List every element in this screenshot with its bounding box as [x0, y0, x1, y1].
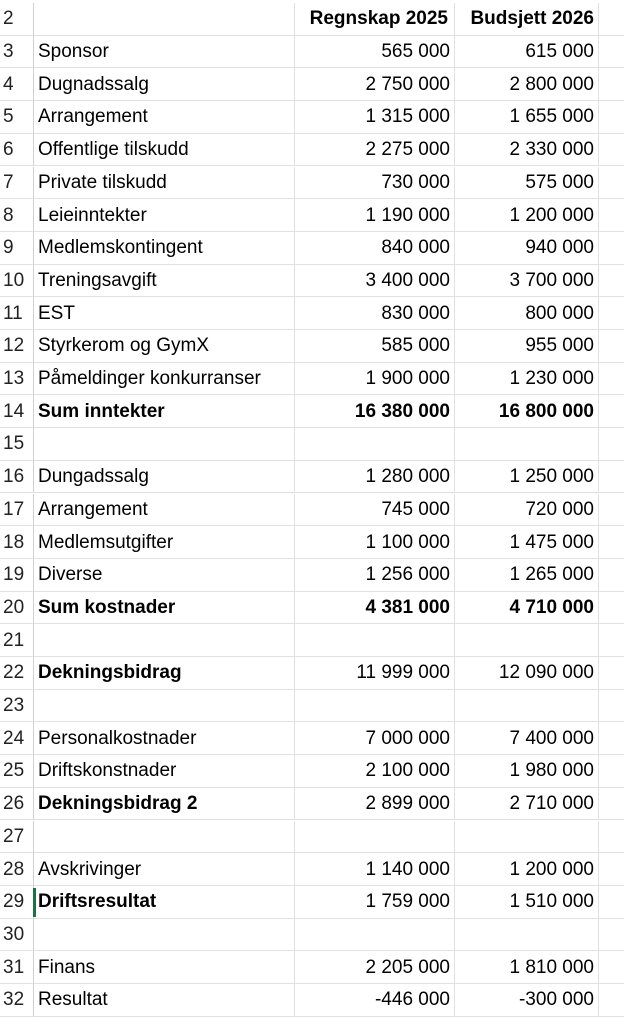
regnskap-cell[interactable] — [295, 624, 455, 657]
budsjett-cell[interactable]: 3 700 000 — [455, 265, 599, 298]
table-row — [0, 461, 624, 494]
label-cell[interactable]: Styrkerom og GymX — [34, 330, 295, 363]
label-cell[interactable]: Private tilskudd — [34, 167, 295, 200]
label-cell[interactable]: Leieinntekter — [34, 199, 295, 232]
row-number[interactable]: 20 — [0, 592, 34, 625]
budsjett-cell[interactable]: 2 710 000 — [455, 788, 599, 821]
budsjett-cell[interactable]: 575 000 — [455, 167, 599, 200]
row-number[interactable]: 5 — [0, 101, 34, 134]
budsjett-cell[interactable] — [455, 428, 599, 461]
regnskap-cell[interactable]: 2 100 000 — [295, 755, 455, 788]
label-cell[interactable]: Arrangement — [34, 101, 295, 134]
table-row — [0, 559, 624, 592]
regnskap-cell[interactable]: 4 381 000 — [295, 592, 455, 625]
budsjett-cell[interactable]: 1 510 000 — [455, 886, 599, 919]
regnskap-cell[interactable]: 11 999 000 — [295, 657, 455, 690]
empty-cell[interactable] — [599, 167, 624, 200]
label-cell[interactable]: Arrangement — [34, 494, 295, 527]
regnskap-cell[interactable] — [295, 821, 455, 854]
table-row — [0, 526, 624, 559]
row-number[interactable]: 18 — [0, 526, 34, 559]
row-number[interactable]: 8 — [0, 199, 34, 232]
label-cell[interactable]: Personalkostnader — [34, 722, 295, 755]
table-row — [0, 428, 624, 461]
budsjett-cell[interactable]: 7 400 000 — [455, 722, 599, 755]
regnskap-cell[interactable]: 745 000 — [295, 494, 455, 527]
empty-cell[interactable] — [599, 657, 624, 690]
row-number[interactable]: 6 — [0, 134, 34, 167]
table-row — [0, 330, 624, 363]
table-row — [0, 690, 624, 723]
budsjett-cell[interactable] — [455, 690, 599, 723]
regnskap-cell[interactable]: 1 759 000 — [295, 886, 455, 919]
regnskap-cell[interactable]: 16 380 000 — [295, 395, 455, 428]
empty-cell[interactable] — [599, 3, 624, 36]
empty-cell[interactable] — [599, 755, 624, 788]
row-number[interactable]: 28 — [0, 853, 34, 886]
budsjett-cell[interactable]: 1 200 000 — [455, 199, 599, 232]
budsjett-cell[interactable]: 615 000 — [455, 36, 599, 69]
budsjett-cell[interactable] — [455, 624, 599, 657]
regnskap-cell[interactable]: 2 275 000 — [295, 134, 455, 167]
header-label-cell[interactable] — [34, 3, 295, 36]
row-number[interactable]: 22 — [0, 657, 34, 690]
table-row — [0, 951, 624, 984]
label-cell[interactable]: Sum inntekter — [34, 395, 295, 428]
empty-cell[interactable] — [599, 461, 624, 494]
label-cell[interactable]: Dugnadssalg — [34, 68, 295, 101]
label-cell[interactable]: Medlemskontingent — [34, 232, 295, 265]
regnskap-cell[interactable]: -446 000 — [295, 984, 455, 1017]
label-cell[interactable]: Diverse — [34, 559, 295, 592]
label-cell[interactable] — [34, 821, 295, 854]
row-number[interactable]: 2 — [0, 3, 34, 36]
budsjett-cell[interactable]: 800 000 — [455, 297, 599, 330]
budsjett-cell[interactable]: 16 800 000 — [455, 395, 599, 428]
regnskap-cell[interactable]: 2 899 000 — [295, 788, 455, 821]
budsjett-cell[interactable]: 1 200 000 — [455, 853, 599, 886]
empty-cell[interactable] — [599, 624, 624, 657]
label-cell[interactable] — [34, 919, 295, 952]
empty-cell[interactable] — [599, 36, 624, 69]
row-number[interactable]: 29 — [0, 886, 34, 919]
empty-cell[interactable] — [599, 232, 624, 265]
table-row — [0, 36, 624, 69]
budsjett-cell[interactable]: 12 090 000 — [455, 657, 599, 690]
table-row — [0, 886, 624, 919]
label-cell[interactable] — [34, 690, 295, 723]
empty-cell[interactable] — [599, 853, 624, 886]
regnskap-cell[interactable]: 730 000 — [295, 167, 455, 200]
header-regnskap-cell[interactable]: Regnskap 2025 — [295, 3, 455, 36]
label-cell[interactable]: Sum kostnader — [34, 592, 295, 625]
row-number[interactable]: 24 — [0, 722, 34, 755]
table-row — [0, 592, 624, 625]
row-number[interactable]: 12 — [0, 330, 34, 363]
row-number[interactable]: 26 — [0, 788, 34, 821]
regnskap-cell[interactable]: 840 000 — [295, 232, 455, 265]
table-row — [0, 167, 624, 200]
row-number[interactable]: 27 — [0, 821, 34, 854]
label-cell[interactable]: Avskrivinger — [34, 853, 295, 886]
empty-cell[interactable] — [599, 395, 624, 428]
row-number[interactable]: 4 — [0, 68, 34, 101]
regnskap-cell[interactable]: 1 315 000 — [295, 101, 455, 134]
row-number[interactable]: 11 — [0, 297, 34, 330]
empty-cell[interactable] — [599, 134, 624, 167]
table-row — [0, 919, 624, 952]
label-cell[interactable]: Dekningsbidrag 2 — [34, 788, 295, 821]
row-number[interactable]: 3 — [0, 36, 34, 69]
regnskap-cell[interactable]: 7 000 000 — [295, 722, 455, 755]
empty-cell[interactable] — [599, 494, 624, 527]
table-row — [0, 68, 624, 101]
label-cell[interactable]: EST — [34, 297, 295, 330]
budsjett-cell[interactable]: 940 000 — [455, 232, 599, 265]
label-cell[interactable]: Offentlige tilskudd — [34, 134, 295, 167]
table-row — [0, 853, 624, 886]
regnskap-cell[interactable]: 585 000 — [295, 330, 455, 363]
row-number[interactable]: 7 — [0, 167, 34, 200]
regnskap-cell[interactable]: 2 205 000 — [295, 951, 455, 984]
empty-cell[interactable] — [599, 363, 624, 396]
label-cell[interactable]: Påmeldinger konkurranser — [34, 363, 295, 396]
row-number[interactable]: 19 — [0, 559, 34, 592]
empty-cell[interactable] — [599, 919, 624, 952]
empty-cell[interactable] — [599, 690, 624, 723]
row-number[interactable]: 15 — [0, 428, 34, 461]
budsjett-cell[interactable]: 1 655 000 — [455, 101, 599, 134]
empty-cell[interactable] — [599, 101, 624, 134]
budsjett-cell[interactable]: 1 475 000 — [455, 526, 599, 559]
table-row — [0, 722, 624, 755]
budsjett-cell[interactable]: 720 000 — [455, 494, 599, 527]
table-row — [0, 363, 624, 396]
budsjett-cell[interactable]: -300 000 — [455, 984, 599, 1017]
budsjett-cell[interactable]: 1 810 000 — [455, 951, 599, 984]
empty-cell[interactable] — [599, 68, 624, 101]
table-row — [0, 755, 624, 788]
regnskap-cell[interactable]: 565 000 — [295, 36, 455, 69]
empty-cell[interactable] — [599, 330, 624, 363]
active-cell-indicator — [33, 888, 36, 917]
regnskap-cell[interactable]: 830 000 — [295, 297, 455, 330]
row-number[interactable]: 21 — [0, 624, 34, 657]
budsjett-cell[interactable]: 1 980 000 — [455, 755, 599, 788]
table-row — [0, 232, 624, 265]
regnskap-cell[interactable]: 1 900 000 — [295, 363, 455, 396]
table-row — [0, 984, 624, 1017]
header-budsjett-cell[interactable]: Budsjett 2026 — [455, 3, 599, 36]
regnskap-cell[interactable]: 2 750 000 — [295, 68, 455, 101]
budsjett-cell[interactable]: 1 250 000 — [455, 461, 599, 494]
regnskap-cell[interactable]: 1 190 000 — [295, 199, 455, 232]
table-row — [0, 199, 624, 232]
table-row — [0, 821, 624, 854]
regnskap-cell[interactable]: 1 100 000 — [295, 526, 455, 559]
label-cell[interactable]: Sponsor — [34, 36, 295, 69]
table-row — [0, 265, 624, 298]
label-cell[interactable]: Finans — [34, 951, 295, 984]
table-row — [0, 624, 624, 657]
budsjett-cell[interactable] — [455, 821, 599, 854]
empty-cell[interactable] — [599, 886, 624, 919]
budsjett-cell[interactable] — [455, 919, 599, 952]
row-number[interactable]: 17 — [0, 494, 34, 527]
budsjett-cell[interactable]: 1 230 000 — [455, 363, 599, 396]
row-number[interactable]: 30 — [0, 919, 34, 952]
empty-cell[interactable] — [599, 526, 624, 559]
empty-cell[interactable] — [599, 951, 624, 984]
budsjett-cell[interactable]: 955 000 — [455, 330, 599, 363]
row-number[interactable]: 9 — [0, 232, 34, 265]
table-row — [0, 134, 624, 167]
table-row — [0, 395, 624, 428]
row-number[interactable]: 13 — [0, 363, 34, 396]
regnskap-cell[interactable] — [295, 919, 455, 952]
regnskap-cell[interactable] — [295, 428, 455, 461]
label-cell[interactable]: Driftsresultat — [34, 886, 295, 919]
row-number[interactable]: 10 — [0, 265, 34, 298]
row-number[interactable]: 31 — [0, 951, 34, 984]
empty-cell[interactable] — [599, 559, 624, 592]
label-cell[interactable] — [34, 428, 295, 461]
empty-cell[interactable] — [599, 984, 624, 1017]
label-cell[interactable] — [34, 624, 295, 657]
row-number[interactable]: 16 — [0, 461, 34, 494]
budsjett-cell[interactable]: 1 265 000 — [455, 559, 599, 592]
table-row — [0, 657, 624, 690]
regnskap-cell[interactable]: 3 400 000 — [295, 265, 455, 298]
row-number[interactable]: 23 — [0, 690, 34, 723]
budsjett-cell[interactable]: 4 710 000 — [455, 592, 599, 625]
row-number[interactable]: 32 — [0, 984, 34, 1017]
empty-cell[interactable] — [599, 297, 624, 330]
row-number[interactable]: 25 — [0, 755, 34, 788]
label-cell[interactable]: Driftskonstnader — [34, 755, 295, 788]
label-cell[interactable]: Resultat — [34, 984, 295, 1017]
empty-cell[interactable] — [599, 592, 624, 625]
label-cell[interactable]: Dungadssalg — [34, 461, 295, 494]
empty-cell[interactable] — [599, 265, 624, 298]
table-row — [0, 297, 624, 330]
label-cell[interactable]: Treningsavgift — [34, 265, 295, 298]
regnskap-cell[interactable]: 1 256 000 — [295, 559, 455, 592]
empty-cell[interactable] — [599, 788, 624, 821]
table-row — [0, 494, 624, 527]
empty-cell[interactable] — [599, 428, 624, 461]
table-row — [0, 101, 624, 134]
label-cell[interactable]: Dekningsbidrag — [34, 657, 295, 690]
budsjett-cell[interactable]: 2 800 000 — [455, 68, 599, 101]
regnskap-cell[interactable]: 1 280 000 — [295, 461, 455, 494]
empty-cell[interactable] — [599, 722, 624, 755]
row-number[interactable]: 14 — [0, 395, 34, 428]
empty-cell[interactable] — [599, 199, 624, 232]
regnskap-cell[interactable]: 1 140 000 — [295, 853, 455, 886]
budsjett-cell[interactable]: 2 330 000 — [455, 134, 599, 167]
regnskap-cell[interactable] — [295, 690, 455, 723]
table-row — [0, 788, 624, 821]
header-row — [0, 3, 624, 36]
label-cell[interactable]: Medlemsutgifter — [34, 526, 295, 559]
empty-cell[interactable] — [599, 821, 624, 854]
